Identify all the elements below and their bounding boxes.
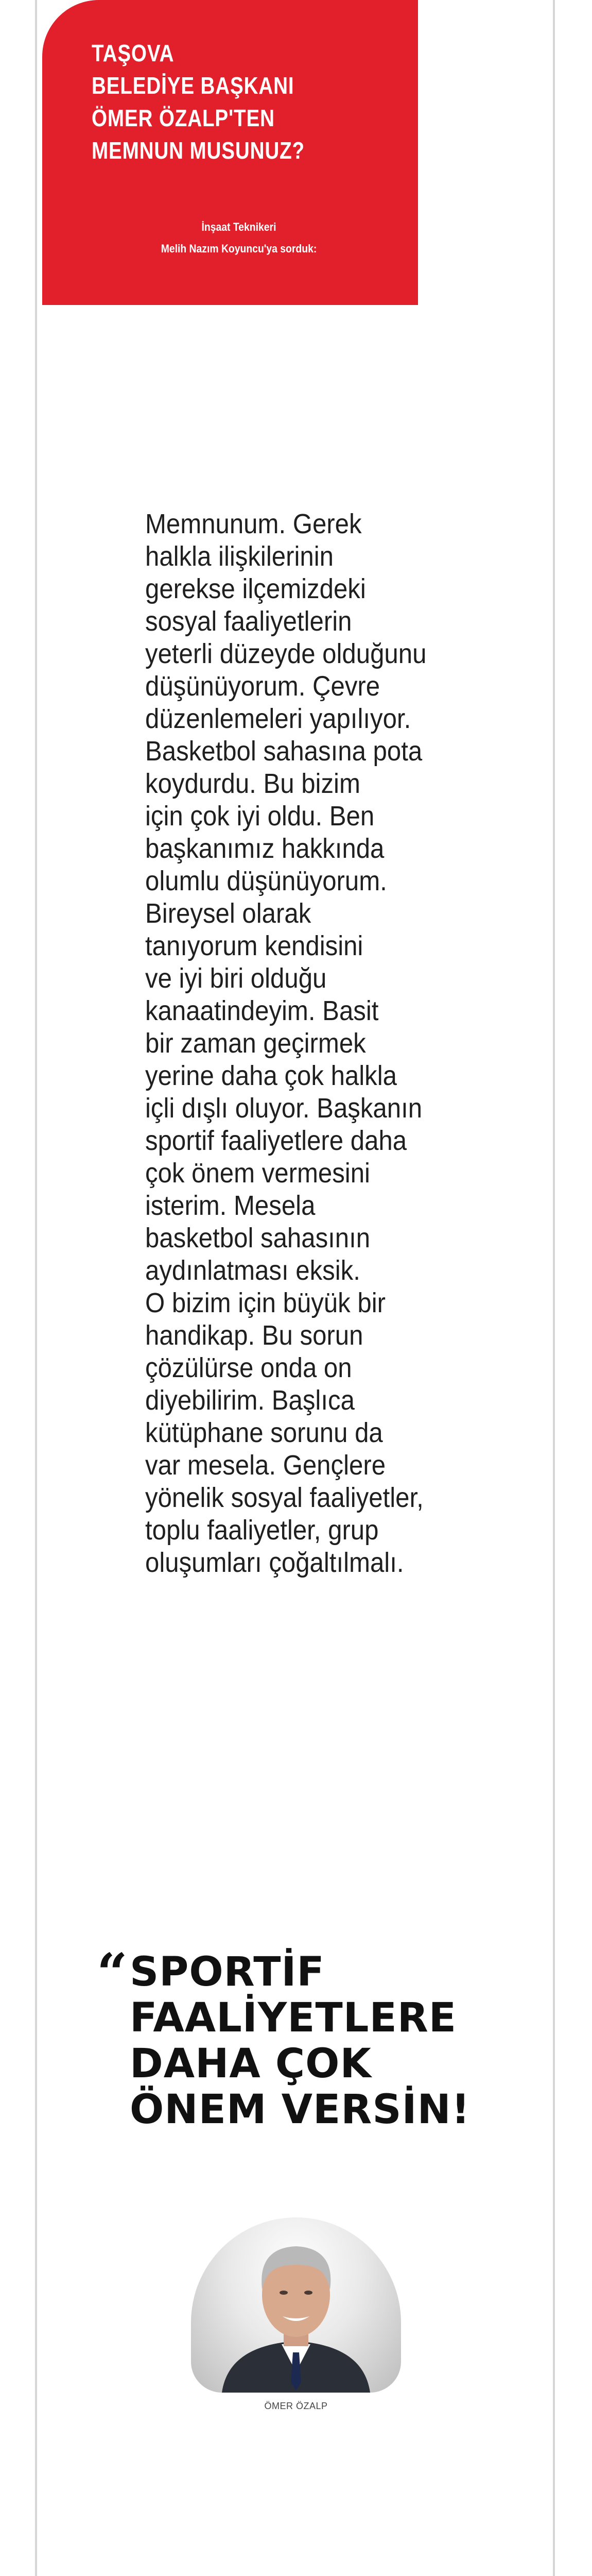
interview-answer: Memnunum. Gerek halkla ilişkilerinin gerekse ilçemizdeki sosyal faaliyetlerin yeterli düzeyde olduğunu düşünüyorum. Çevre düzenlemeleri yapılıyor. Basketbol sahasına pota koydurdu. Bu bizim için çok iyi oldu. Ben başkanımız hakkında olumlu düşünüyorum. Bireysel olarak tanıyorum kendisini ve iyi biri olduğu kanaatindeyim. Basit bir zaman geçirmek yerine daha çok halkla içli dışlı oluyor. Başkanın sportif faaliyetlere daha çok önem vermesini isterim. Mesela basketbol sahasının aydınlatması eksik. O bizim için büyük bir handikap. Bu sorun çözülürse onda on diyebilirim. Başlıca kütüphane sorunu da var mesela. Gençlere yönelik sosyal faaliyetler, toplu faaliyetler, grup oluşumları çoğaltılmalı. xyxy=(145,509,427,1578)
headline xyxy=(92,37,351,167)
portrait-photo xyxy=(191,2217,401,2393)
headline-line: TAŞOVA xyxy=(92,40,175,66)
quote-mark: “ xyxy=(97,1941,128,2005)
headline-line: BELEDİYE BAŞKANI xyxy=(92,72,294,99)
left-frame-line xyxy=(35,0,37,2576)
headline-line: MEMNUN MUSUNUZ? xyxy=(92,137,305,164)
interviewee-intro xyxy=(112,216,366,260)
headline-line: ÖMER ÖZALP'TEN xyxy=(92,105,275,131)
pull-quote-text: SPORTİF FAALİYETLERE DAHA ÇOK ÖNEM VERSİN! xyxy=(130,1949,471,2133)
right-frame-line xyxy=(553,0,555,2576)
interviewee-name: Melih Nazım Koyuncu'ya sorduk: xyxy=(161,242,317,255)
photo-caption: ÖMER ÖZALP xyxy=(264,2401,328,2411)
interviewee-profession: İnşaat Teknikeri xyxy=(201,221,276,233)
portrait-illustration xyxy=(191,2217,401,2393)
